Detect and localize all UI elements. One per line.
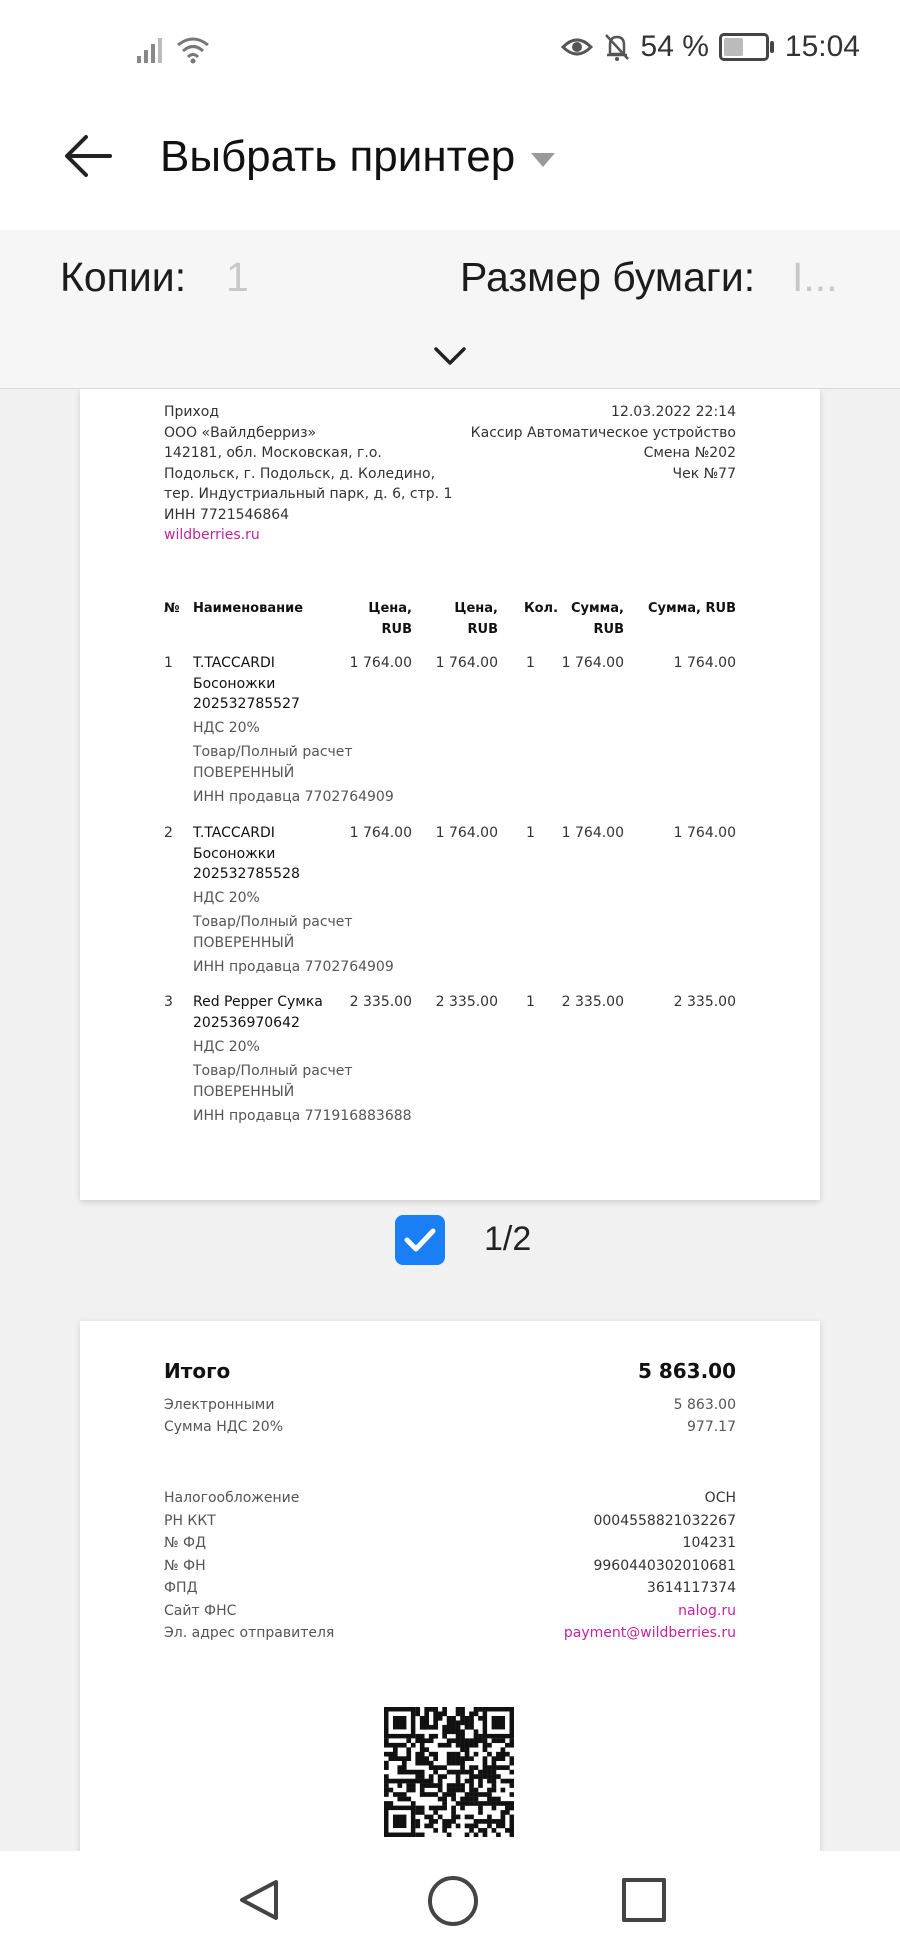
eye-icon [561, 35, 593, 59]
vat-sum-label: Сумма НДС 20% [164, 1419, 284, 1435]
preview-page-1[interactable] [80, 389, 820, 1200]
signal-icon [136, 36, 166, 64]
fiscal-label: ФПД [164, 1580, 198, 1596]
fiscal-label: Сайт ФНС [164, 1602, 237, 1619]
fiscal-label: РН ККТ [164, 1512, 216, 1529]
item-sum-total: 1 764.00 [673, 655, 736, 671]
battery-level [724, 38, 743, 56]
address-line: 142181, обл. Московская, г.о. [164, 445, 382, 461]
fiscal-value: 104231 [682, 1535, 736, 1551]
chevron-down-icon[interactable] [430, 335, 470, 375]
page-select-checkbox[interactable] [395, 1215, 445, 1265]
status-right [561, 30, 860, 64]
item-price: 2 335.00 [349, 994, 412, 1010]
fiscal-label: Налогообложение [164, 1490, 300, 1506]
col-sum: Сумма, [571, 601, 624, 616]
item-name: Босоножки [193, 845, 276, 862]
print-preview[interactable] [0, 389, 900, 1851]
item-seller-inn: ИНН продавца 7702764909 [193, 959, 394, 975]
nav-recents-icon[interactable] [622, 1878, 666, 1922]
bell-muted-icon [603, 32, 631, 62]
item-vat: НДС 20% [193, 1039, 260, 1055]
item-price: 2 335.00 [435, 994, 498, 1010]
item-num: 1 [164, 655, 173, 671]
total-value: 5 863.00 [637, 1359, 736, 1383]
status-bar [0, 0, 900, 112]
address-line: Подольск, г. Подольск, д. Коледино, [164, 465, 436, 482]
item-name: T.TACCARDI [193, 825, 275, 841]
item-sum-total: 1 764.00 [673, 825, 736, 841]
checkmark-icon [395, 1215, 445, 1265]
copies-input[interactable]: 1 [226, 254, 249, 300]
item-calc: Товар/Полный расчет [193, 744, 353, 760]
item-name: Red Pepper Сумка [193, 994, 323, 1010]
col-num: № [164, 601, 180, 616]
site-link[interactable]: wildberries.ru [164, 527, 260, 543]
arrow-left-icon[interactable] [62, 130, 114, 182]
item-code: 202532785527 [193, 696, 300, 712]
electronic-label: Электронными [164, 1397, 275, 1413]
copies-label: Копии: [60, 254, 187, 300]
fiscal-value: 3614117374 [646, 1580, 736, 1596]
paper-size-label: Размер бумаги: [460, 254, 756, 300]
fns-site-link[interactable]: nalog.ru [678, 1602, 736, 1619]
item-price: 1 764.00 [435, 655, 498, 671]
shift: Смена №202 [643, 445, 736, 461]
address-line: тер. Индустриальный парк, д. 6, стр. 1 [164, 486, 453, 502]
preview-page-2[interactable] [80, 1321, 820, 1851]
item-qty: 1 [526, 825, 535, 841]
printer-select[interactable] [160, 132, 555, 182]
col-price: Цена, [454, 601, 498, 616]
page-number-label: 1/2 [484, 1220, 532, 1258]
fiscal-value: ОСН [704, 1490, 736, 1506]
fiscal-value: 9960440302010681 [593, 1557, 736, 1574]
fiscal-label: № ФД [164, 1535, 206, 1551]
item-calc: Товар/Полный расчет [193, 1063, 353, 1079]
electronic-value: 5 863.00 [673, 1397, 736, 1413]
company-inn: ИНН 7721546864 [164, 506, 290, 523]
item-price: 1 764.00 [435, 825, 498, 841]
total-label: Итого [164, 1359, 231, 1383]
item-num: 2 [164, 825, 173, 841]
item-calc: Товар/Полный расчет [193, 914, 353, 930]
item-code: 202532785528 [193, 866, 300, 882]
fiscal-label: Эл. адрес отправителя [164, 1625, 335, 1641]
receipt-datetime: 12.03.2022 22:14 [611, 404, 736, 420]
item-price: 1 764.00 [349, 825, 412, 841]
col-price-unit: RUB [381, 621, 412, 637]
status-left [136, 36, 210, 64]
item-code: 202536970642 [193, 1014, 300, 1031]
item-sum: 1 764.00 [561, 825, 624, 841]
col-name: Наименование [193, 601, 304, 616]
nav-back-icon[interactable] [236, 1876, 284, 1924]
company-name: ООО «Вайлдберриз» [164, 424, 317, 441]
page-title: Выбрать принтер [160, 132, 516, 181]
item-num: 3 [164, 994, 173, 1010]
fiscal-value: 0004558821032267 [593, 1512, 736, 1529]
qr-code-icon [384, 1707, 514, 1837]
item-sum-total: 2 335.00 [673, 994, 736, 1010]
item-name: Босоножки [193, 675, 276, 692]
col-price: Цена, [368, 601, 412, 616]
item-sum: 2 335.00 [561, 994, 624, 1010]
receipt-number: Чек №77 [672, 465, 736, 482]
col-qty: Кол. [524, 601, 559, 616]
item-seller-inn: ИНН продавца 771916883688 [193, 1108, 412, 1124]
item-vat: НДС 20% [193, 720, 260, 736]
item-name: T.TACCARDI [193, 655, 275, 671]
item-agent: ПОВЕРЕННЫЙ [193, 934, 295, 951]
vat-sum-value: 977.17 [687, 1419, 736, 1435]
fiscal-label: № ФН [164, 1557, 206, 1574]
item-vat: НДС 20% [193, 890, 260, 906]
cashier: Кассир Автоматическое устройство [470, 424, 736, 441]
item-qty: 1 [526, 655, 535, 671]
col-sum-unit: RUB [593, 621, 624, 637]
battery-icon [719, 33, 769, 61]
sender-email-link[interactable]: payment@wildberries.ru [563, 1625, 736, 1641]
item-agent: ПОВЕРЕННЫЙ [193, 764, 295, 781]
caret-down-icon [531, 153, 555, 167]
doc-type: Приход [164, 404, 220, 420]
battery-percent: 54 % [640, 30, 709, 63]
item-agent: ПОВЕРЕННЫЙ [193, 1083, 295, 1100]
item-seller-inn: ИНН продавца 7702764909 [193, 789, 394, 805]
col-price-unit: RUB [467, 621, 498, 637]
print-options-panel [0, 230, 900, 389]
item-price: 1 764.00 [349, 655, 412, 671]
paper-size-select[interactable]: I... [792, 254, 838, 300]
nav-home-icon[interactable] [428, 1876, 478, 1926]
clock: 15:04 [784, 30, 860, 63]
item-qty: 1 [526, 994, 535, 1010]
col-sum-total: Сумма, RUB [648, 601, 736, 616]
wifi-icon [176, 36, 210, 64]
item-sum: 1 764.00 [561, 655, 624, 671]
